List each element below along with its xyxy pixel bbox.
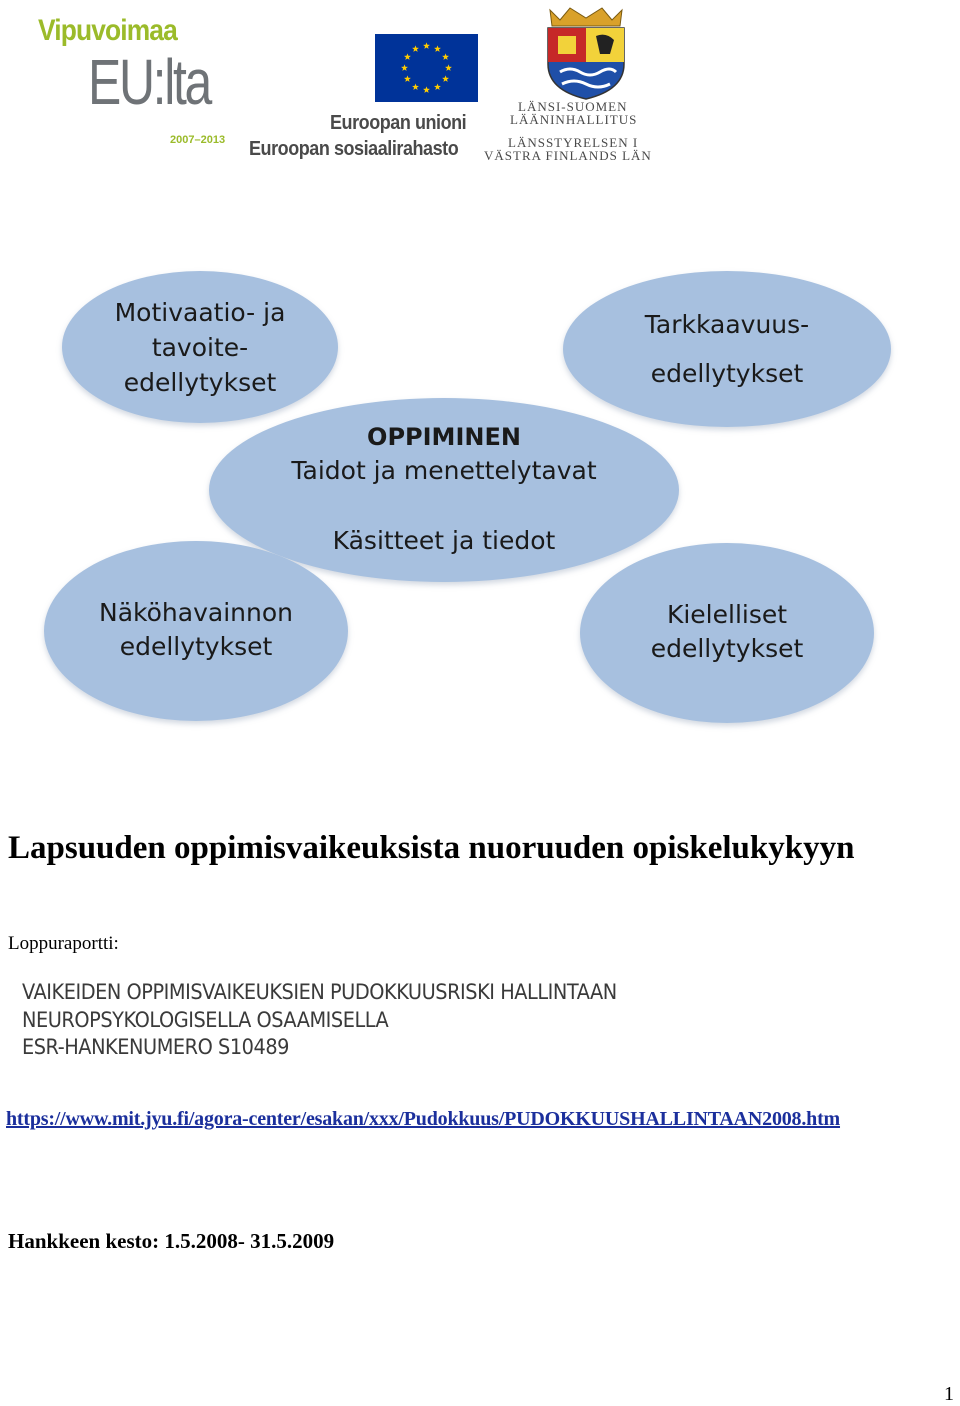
vipuvoimaa-logo-text: Vipuvoimaa — [38, 14, 177, 47]
bubble-bottom-right-line-2: edellytykset — [650, 634, 804, 663]
bubble-center-title: OPPIMINEN — [367, 423, 521, 451]
bubble-center-line-1: Taidot ja menettelytavat — [291, 456, 597, 485]
project-duration: Hankkeen kesto: 1.5.2008- 31.5.2009 — [8, 1229, 335, 1253]
bubble-bottom-right — [580, 543, 874, 723]
document-title: Lapsuuden oppimisvaikeuksista nuoruuden opiskelukykyyn — [8, 830, 855, 866]
report-url-link[interactable]: https://www.mit.jyu.fi/agora-center/esakan/xxx/Pudokkuus/PUDOKKUUSHALLINTAAN2008.htm — [6, 1108, 841, 1130]
bubble-top-left-line-1: Motivaatio- ja — [114, 298, 286, 327]
bubble-center-line-2: Käsitteet ja tiedot — [332, 526, 556, 555]
report-subtitle-line-2: NEUROPSYKOLOGISELLA OSAAMISELLA — [22, 1008, 389, 1032]
laani-name-fi-2: LÄÄNINHALLITUS — [510, 112, 638, 127]
vipuvoimaa-logo-years: 2007–2013 — [170, 134, 226, 146]
report-subtitle-line-3: ESR-HANKENUMERO S10489 — [22, 1035, 290, 1059]
bubble-top-left-line-3: edellytykset — [123, 368, 277, 397]
vipuvoimaa-logo-eu: EU:lta — [88, 46, 210, 118]
laani-name-fi-1: LÄNSI-SUOMEN — [518, 99, 628, 114]
laani-name-sv-2: VÄSTRA FINLANDS LÄN — [484, 148, 652, 163]
coat-of-arms-icon — [540, 6, 632, 101]
bubble-bottom-right-line-1: Kielelliset — [666, 600, 788, 629]
report-label: Loppuraportti: — [8, 933, 119, 954]
bubble-bottom-left-line-2: edellytykset — [119, 632, 273, 661]
bubble-bottom-left-line-1: Näköhavainnon — [99, 598, 293, 627]
bubble-top-right-line-2: edellytykset — [650, 359, 804, 388]
eu-union-label: Euroopan unioni — [330, 112, 467, 134]
bubble-bottom-left — [44, 541, 348, 721]
eu-flag-icon — [375, 34, 478, 102]
report-subtitle-line-1: VAIKEIDEN OPPIMISVAIKEUKSIEN PUDOKKUUSRISKI HALLINTAAN — [22, 980, 617, 1004]
bubble-top-right-line-1: Tarkkaavuus- — [644, 310, 810, 339]
bubble-top-right — [563, 271, 891, 427]
page-number: 1 — [944, 1383, 954, 1405]
laani-name-sv-1: LÄNSSTYRELSEN I — [508, 135, 639, 150]
eu-social-fund-label: Euroopan sosiaalirahasto — [249, 138, 459, 160]
bubble-top-left-line-2: tavoite- — [151, 333, 249, 362]
learning-prerequisites-diagram — [30, 265, 910, 735]
